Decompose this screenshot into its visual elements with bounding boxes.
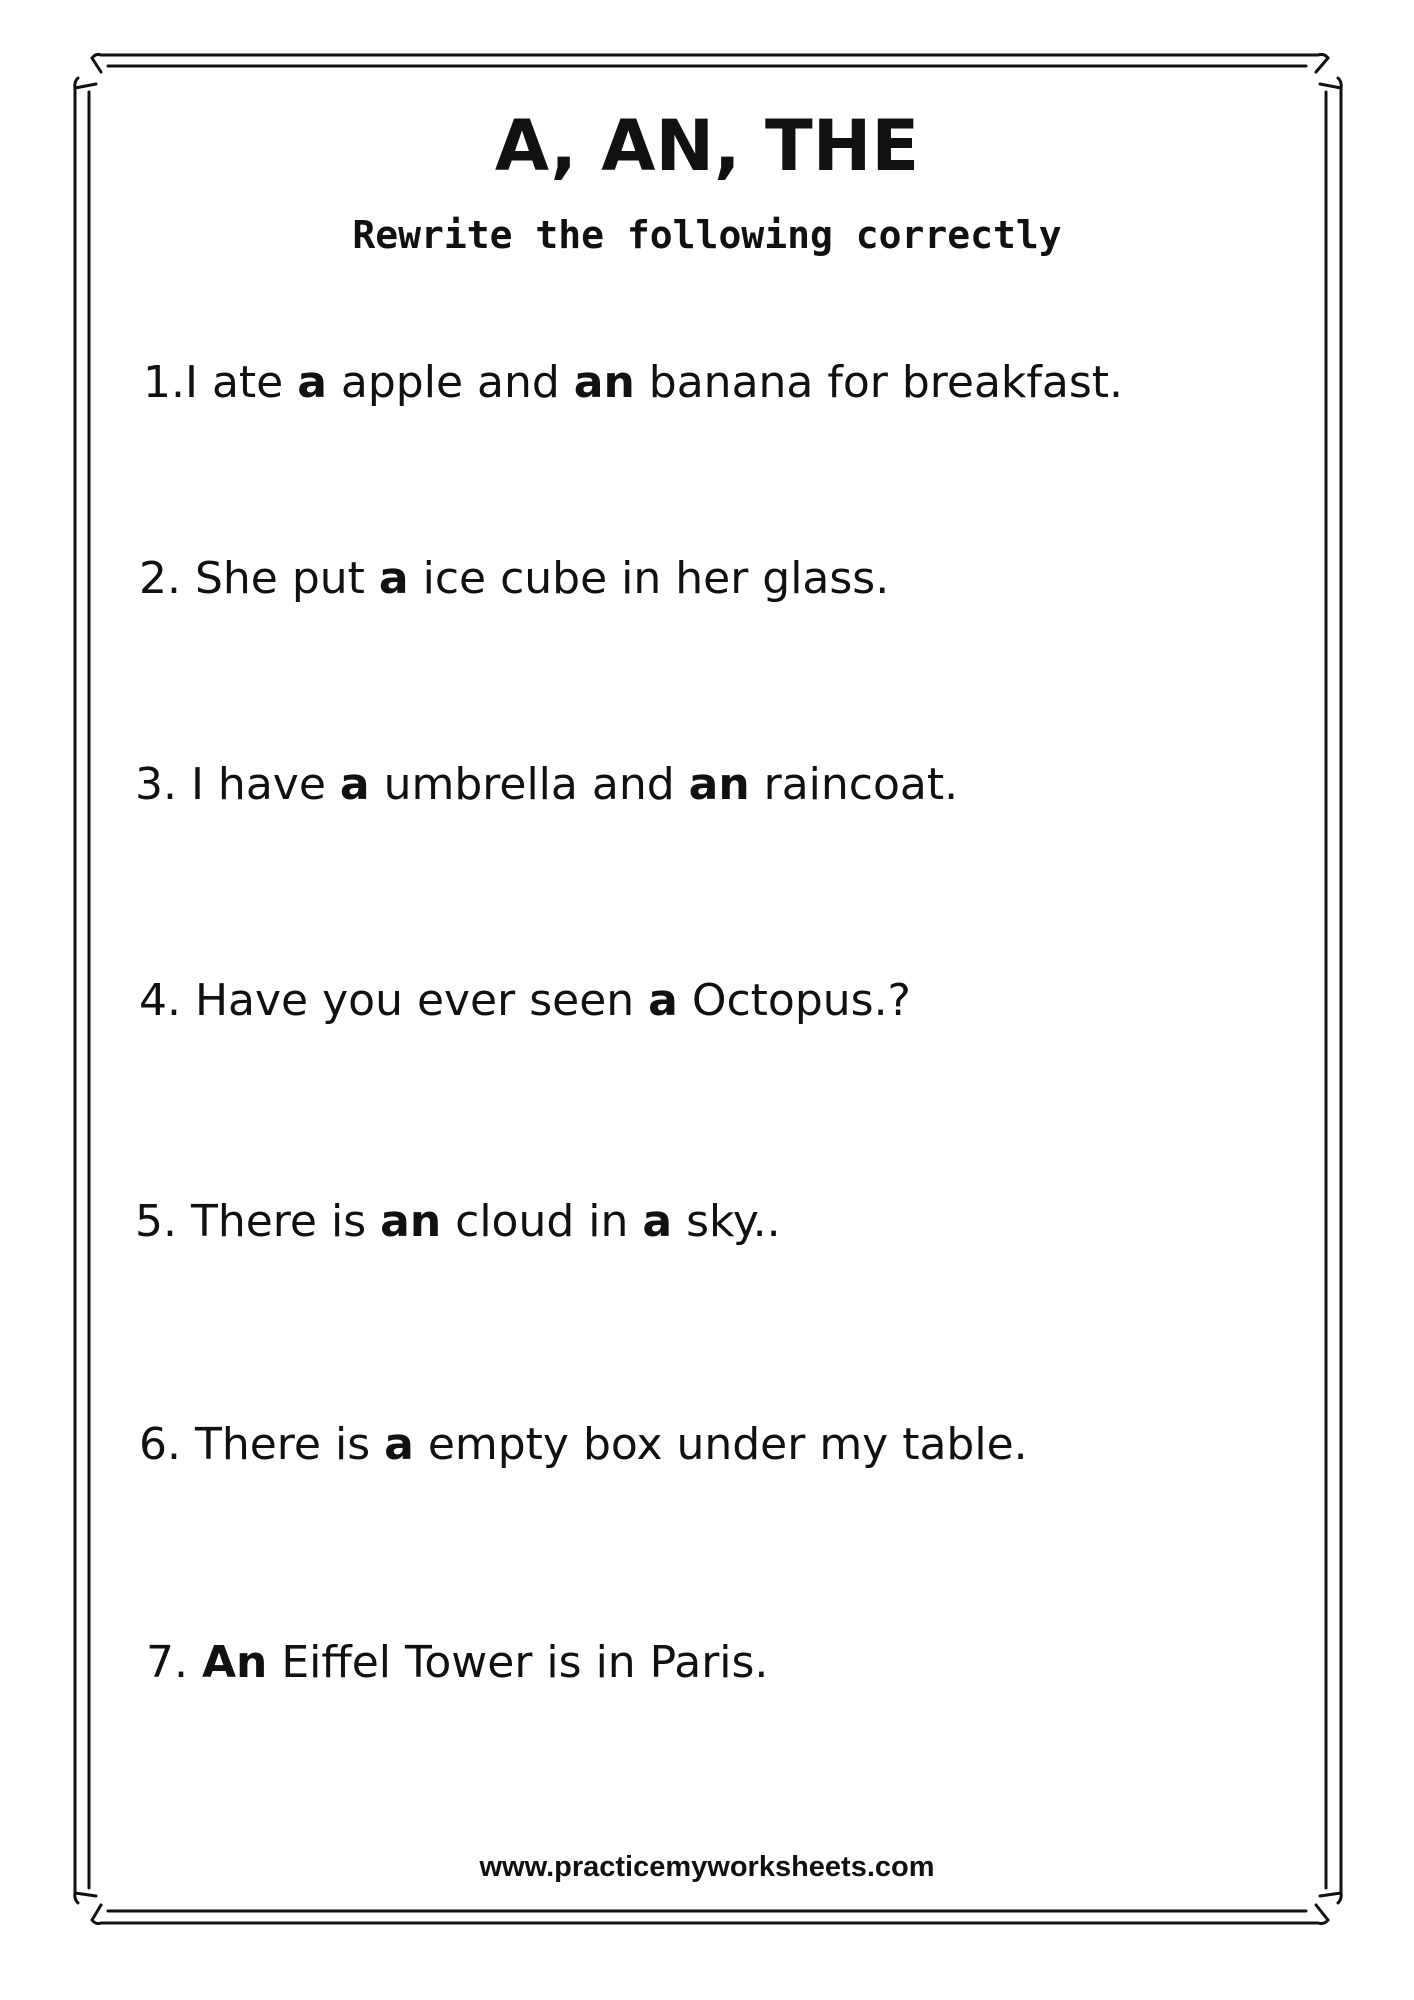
article-word: a (378, 553, 409, 604)
sentence-number: 7. (146, 1637, 188, 1688)
page-title: A, AN, THE (494, 105, 920, 187)
article-word: an (688, 759, 750, 810)
sentence-text: banana for breakfast. (634, 357, 1124, 408)
sentence-text: ice cube in her glass. (408, 553, 890, 604)
sentence-text: She put (180, 553, 379, 604)
article-word: a (384, 1419, 414, 1470)
sentence-number: 2. (139, 553, 181, 604)
sentence-number: 4. (139, 975, 181, 1026)
article-word: a (339, 759, 370, 810)
sentence-item-6 (139, 1415, 1028, 1475)
sentence-item-7 (146, 1633, 768, 1693)
article-word: a (648, 975, 678, 1026)
sentence-item-1 (143, 353, 1123, 413)
sentence-text: Have you ever seen (180, 975, 649, 1026)
sentence-item-2 (139, 549, 889, 609)
sentence-text: apple and (326, 357, 574, 408)
sentence-item-5 (135, 1192, 781, 1252)
sentence-text: I ate (184, 357, 298, 408)
sentence-number: 1. (143, 357, 185, 408)
sentence-text: I have (176, 759, 340, 810)
sentence-number: 5. (135, 1196, 177, 1247)
article-word: a (297, 357, 327, 408)
sentence-text: Eiffel Tower is in Paris. (267, 1637, 769, 1688)
sentence-text: empty box under my table. (413, 1419, 1028, 1470)
sentence-text: cloud in (441, 1196, 643, 1247)
article-word: an (380, 1196, 442, 1247)
sentence-text: raincoat. (749, 759, 959, 810)
sentence-text: There is (180, 1419, 385, 1470)
sentence-text: Octopus.? (677, 975, 911, 1026)
article-word: a (642, 1196, 673, 1247)
sentence-text: umbrella and (369, 759, 689, 810)
sentence-text: sky.. (672, 1196, 781, 1247)
sentence-text: There is (176, 1196, 381, 1247)
instruction-subtitle: Rewrite the following correctly (352, 213, 1062, 257)
article-word: an (573, 357, 635, 408)
sentence-number: 3. (135, 759, 177, 810)
sentence-number: 6. (139, 1419, 181, 1470)
sentence-text (188, 1637, 202, 1688)
sentence-item-4 (139, 971, 911, 1031)
article-word: An (201, 1637, 268, 1688)
website-footer: www.practicemyworksheets.com (479, 1851, 935, 1883)
sentence-item-3 (135, 755, 958, 815)
